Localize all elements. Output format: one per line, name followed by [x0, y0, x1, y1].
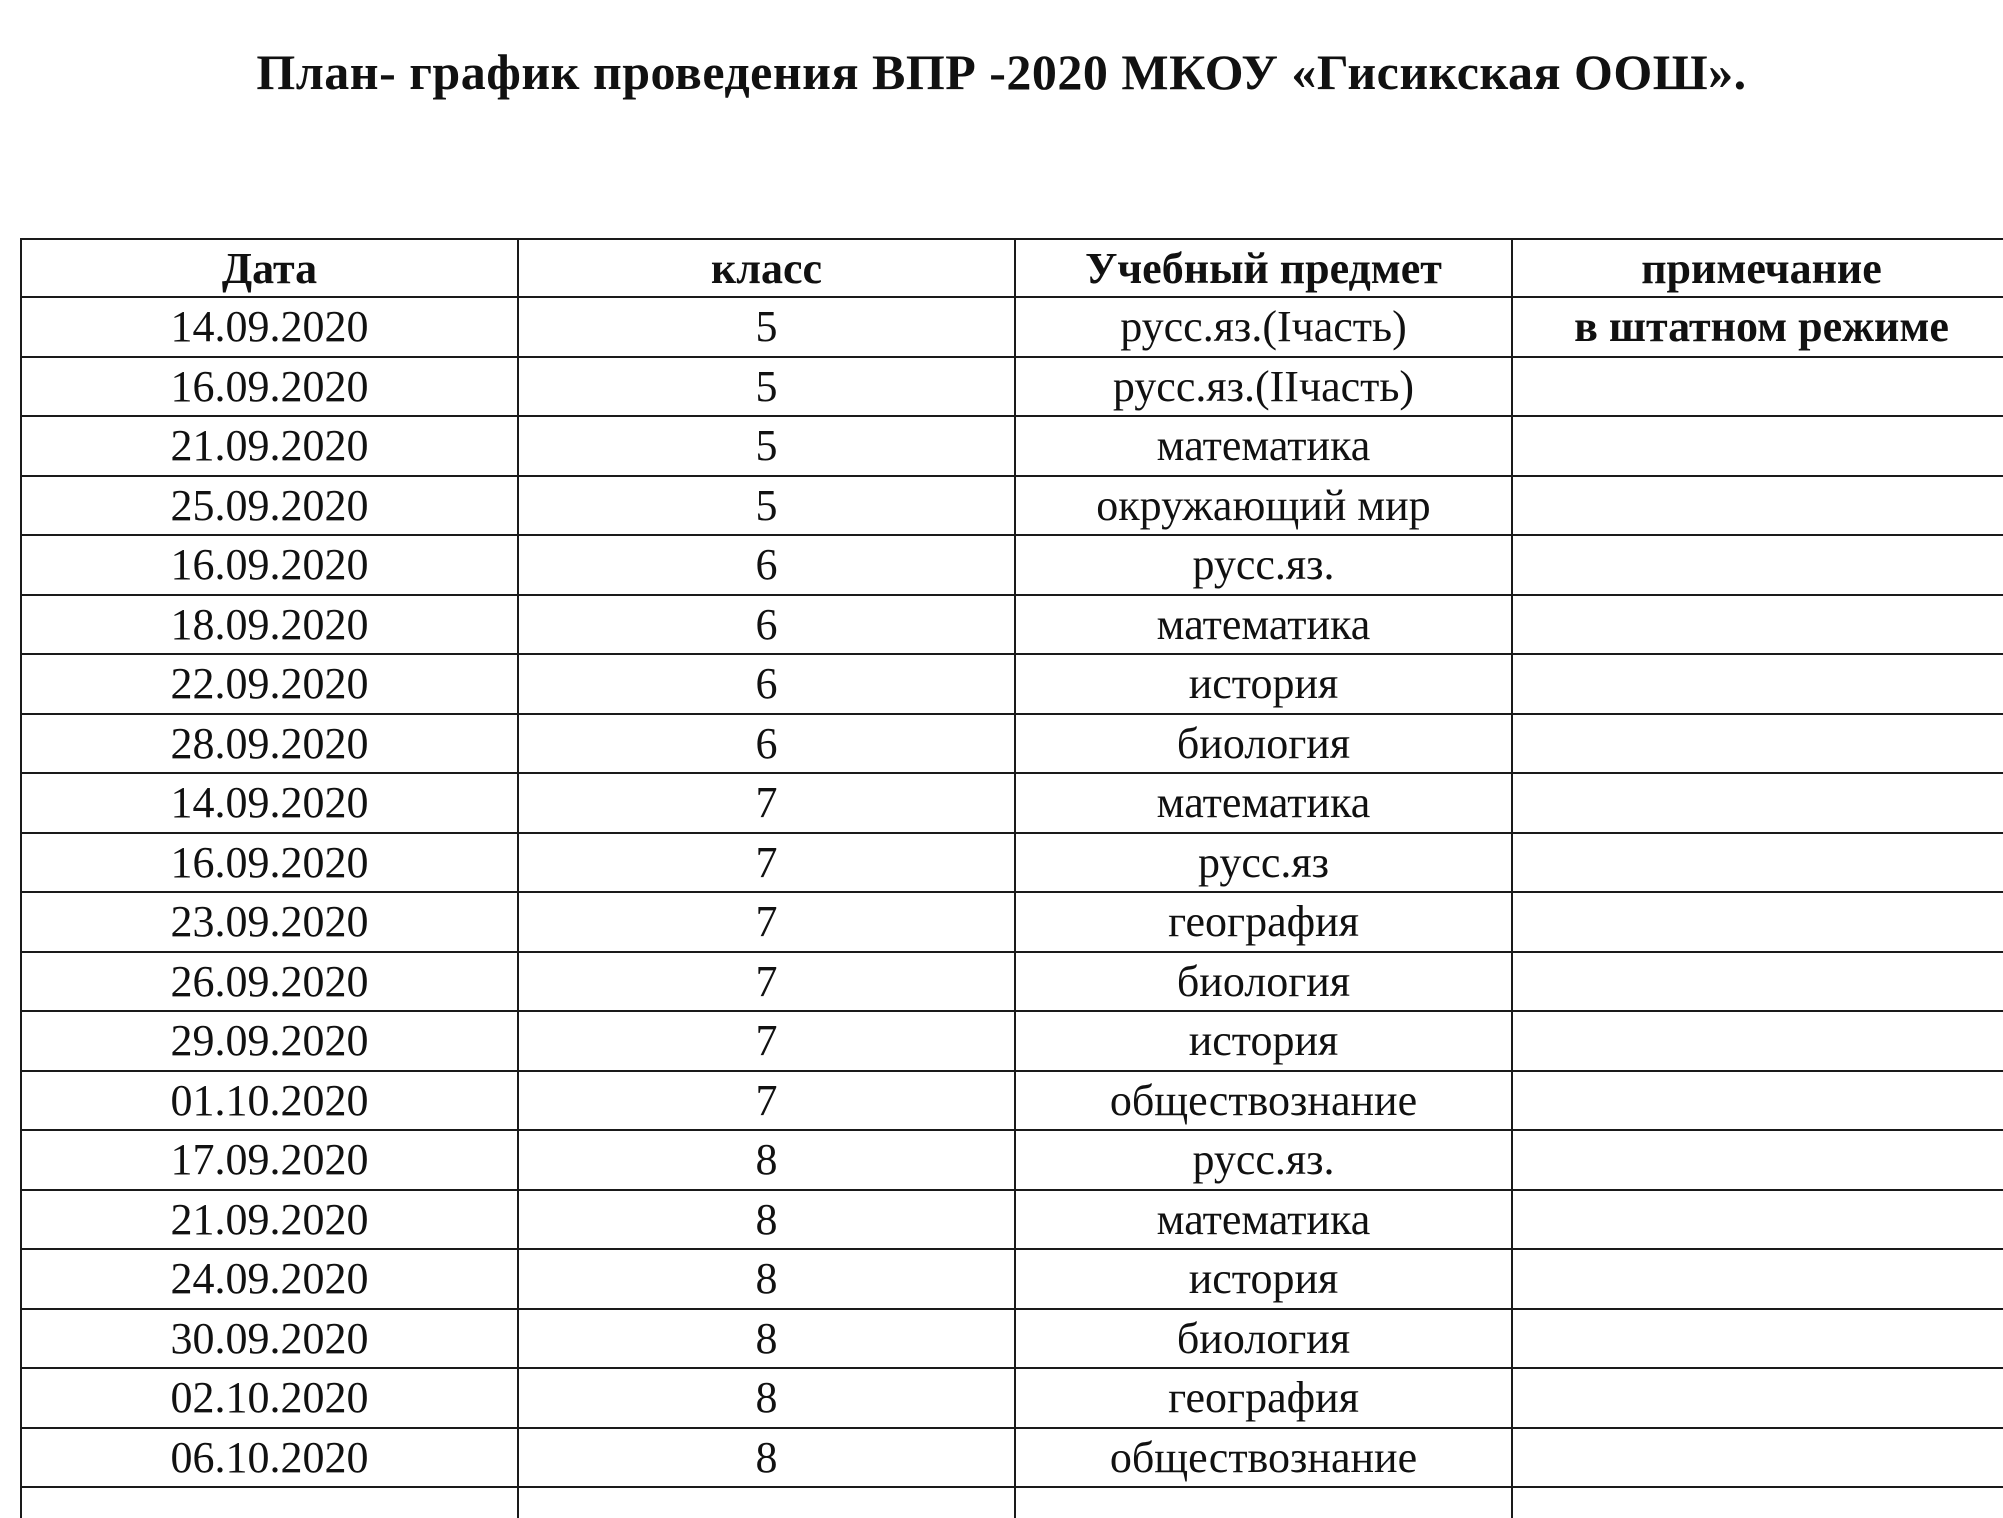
table-row [21, 1071, 2003, 1131]
cell-date: 22.09.2020 [21, 654, 518, 714]
cell-class: 6 [518, 535, 1015, 595]
table-row [21, 357, 2003, 417]
page-title: План- график проведения ВПР -2020 МКОУ «Гисикская ООШ». [256, 44, 1747, 100]
cell-date: 28.09.2020 [21, 714, 518, 774]
table-header [21, 239, 2003, 297]
cell-note [1512, 416, 2003, 476]
cell-date: 17.09.2020 [21, 1130, 518, 1190]
cell-date: 21.09.2020 [21, 416, 518, 476]
header-subject: Учебный предмет [1015, 239, 1512, 297]
cell-subject: окружающий мир [1015, 476, 1512, 536]
cell-class: 8 [518, 1249, 1015, 1309]
header-row [21, 239, 2003, 297]
table-row [21, 1249, 2003, 1309]
header-note: примечание [1512, 239, 2003, 297]
cell-subject: математика [1015, 595, 1512, 655]
cell-empty [1015, 1487, 1512, 1518]
cell-class: 5 [518, 476, 1015, 536]
cell-class: 7 [518, 952, 1015, 1012]
table-row [21, 297, 2003, 357]
cell-date: 21.09.2020 [21, 1190, 518, 1250]
cell-subject: математика [1015, 1190, 1512, 1250]
cell-note [1512, 952, 2003, 1012]
cell-class: 5 [518, 297, 1015, 357]
cell-note [1512, 357, 2003, 417]
cell-subject: география [1015, 892, 1512, 952]
table-row-partial [21, 1487, 2003, 1518]
header-class: класс [518, 239, 1015, 297]
header-date: Дата [21, 239, 518, 297]
cell-date: 16.09.2020 [21, 535, 518, 595]
cell-class: 8 [518, 1190, 1015, 1250]
table-row [21, 416, 2003, 476]
table-row [21, 595, 2003, 655]
table-row [21, 535, 2003, 595]
cell-date: 16.09.2020 [21, 357, 518, 417]
cell-class: 7 [518, 773, 1015, 833]
cell-date: 30.09.2020 [21, 1309, 518, 1369]
cell-note [1512, 1249, 2003, 1309]
cell-note [1512, 1368, 2003, 1428]
table-row [21, 1368, 2003, 1428]
cell-class: 8 [518, 1130, 1015, 1190]
cell-class: 7 [518, 892, 1015, 952]
cell-date: 06.10.2020 [21, 1428, 518, 1488]
cell-subject: русс.яз. [1015, 1130, 1512, 1190]
table-row [21, 714, 2003, 774]
cell-subject: история [1015, 654, 1512, 714]
cell-subject: биология [1015, 714, 1512, 774]
cell-date: 29.09.2020 [21, 1011, 518, 1071]
cell-subject: география [1015, 1368, 1512, 1428]
cell-class: 5 [518, 416, 1015, 476]
cell-subject: математика [1015, 416, 1512, 476]
table-row [21, 773, 2003, 833]
schedule-table-container [20, 238, 2003, 1518]
cell-note [1512, 1130, 2003, 1190]
cell-note [1512, 654, 2003, 714]
cell-subject: математика [1015, 773, 1512, 833]
table-row [21, 476, 2003, 536]
cell-subject: русс.яз [1015, 833, 1512, 893]
cell-class: 8 [518, 1309, 1015, 1369]
cell-date: 18.09.2020 [21, 595, 518, 655]
cell-note: в штатном режиме [1512, 297, 2003, 357]
cell-subject: история [1015, 1249, 1512, 1309]
cell-note [1512, 1190, 2003, 1250]
cell-date: 14.09.2020 [21, 773, 518, 833]
table-row [21, 1309, 2003, 1369]
cell-note [1512, 1309, 2003, 1369]
table-row [21, 952, 2003, 1012]
cell-subject: русс.яз.(IIчасть) [1015, 357, 1512, 417]
cell-class: 7 [518, 833, 1015, 893]
cell-date: 26.09.2020 [21, 952, 518, 1012]
schedule-table [20, 238, 2003, 1518]
cell-class: 6 [518, 714, 1015, 774]
cell-class: 8 [518, 1428, 1015, 1488]
cell-subject: биология [1015, 952, 1512, 1012]
cell-date: 16.09.2020 [21, 833, 518, 893]
cell-note [1512, 892, 2003, 952]
table-row [21, 1428, 2003, 1488]
cell-note [1512, 773, 2003, 833]
cell-empty [518, 1487, 1015, 1518]
cell-empty [1512, 1487, 2003, 1518]
table-body [21, 297, 2003, 1518]
cell-class: 5 [518, 357, 1015, 417]
cell-note [1512, 714, 2003, 774]
cell-subject: история [1015, 1011, 1512, 1071]
table-row [21, 833, 2003, 893]
cell-note [1512, 535, 2003, 595]
cell-subject: обществознание [1015, 1071, 1512, 1131]
table-row [21, 1190, 2003, 1250]
cell-note [1512, 1011, 2003, 1071]
cell-date: 23.09.2020 [21, 892, 518, 952]
table-row [21, 1011, 2003, 1071]
cell-date: 02.10.2020 [21, 1368, 518, 1428]
cell-date: 14.09.2020 [21, 297, 518, 357]
cell-note [1512, 1071, 2003, 1131]
cell-subject: обществознание [1015, 1428, 1512, 1488]
cell-note [1512, 1428, 2003, 1488]
table-row [21, 892, 2003, 952]
cell-note [1512, 476, 2003, 536]
table-row [21, 1130, 2003, 1190]
cell-class: 8 [518, 1368, 1015, 1428]
cell-subject: русс.яз.(Iчасть) [1015, 297, 1512, 357]
cell-date: 24.09.2020 [21, 1249, 518, 1309]
cell-note [1512, 833, 2003, 893]
cell-class: 7 [518, 1011, 1015, 1071]
cell-date: 01.10.2020 [21, 1071, 518, 1131]
cell-subject: биология [1015, 1309, 1512, 1369]
cell-subject: русс.яз. [1015, 535, 1512, 595]
table-row [21, 654, 2003, 714]
cell-empty [21, 1487, 518, 1518]
cell-class: 7 [518, 1071, 1015, 1131]
cell-class: 6 [518, 595, 1015, 655]
cell-date: 25.09.2020 [21, 476, 518, 536]
cell-note [1512, 595, 2003, 655]
cell-class: 6 [518, 654, 1015, 714]
